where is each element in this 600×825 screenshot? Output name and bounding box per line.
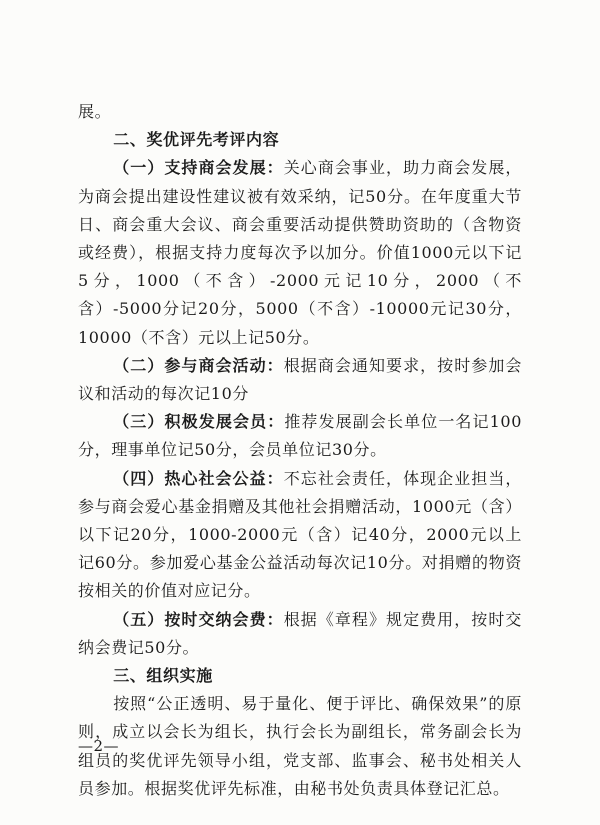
section-heading-3: 三、组织实施 <box>113 666 213 686</box>
item-body-4: 不忘社会责任，体现企业担当，参与商会爱心基金捐赠及其他社会捐赠活动，1000元（含）以下记20分，1000-2000元（含）记40分，2000元以上记60分。参加爱心基金公益活动每次记10分。对捐赠的物资按相关的价值对应记分。 <box>78 468 522 601</box>
item-paragraph-1 <box>78 154 522 351</box>
item-paragraph-3 <box>78 408 522 464</box>
item-body-5: 根据《章程》规定费用，按时交纳会费记50分。 <box>78 609 522 657</box>
page-number: —2— <box>78 737 120 755</box>
continuation-text: 展。 <box>78 102 112 121</box>
item-lead-1: （一）支持商会发展： <box>113 158 284 178</box>
item-body-1: 关心商会事业，助力商会发展，为商会提出建设性建议被有效采纳，记50分。在年度重大节日、商会重大会议、商会重要活动提供赞助资助的（含物资或经费），根据支持力度每次予以加分。价值1000元以下记5分，1000（不含）-2000元记10分，2000（不含）-5000分记20分，5000（不含）-10000元记30分，10000（不含）元以上记50分。 <box>78 158 522 347</box>
item-lead-3: （三）积极发展会员： <box>113 412 285 432</box>
item-body-3: 推荐发展副会长单位一名记100分，理事单位记50分，会员单位记30分。 <box>78 412 522 460</box>
item-paragraph-2 <box>78 352 522 408</box>
item-paragraph-5 <box>78 606 522 662</box>
section-heading-2: 二、奖优评先考评内容 <box>113 130 280 150</box>
section-3-paragraph: 按照“公正透明、易于量化、便于评比、确保效果”的原则，成立以会长为组长，执行会长为副组长，常务副会长为组员的奖优评先领导小组，党支部、监事会、秘书处相关人员参加。根据奖优评先标准，由秘书处负责具体登记汇总。 <box>78 694 522 798</box>
item-paragraph-4 <box>78 465 522 606</box>
item-body-2: 根据商会通知要求，按时参加会议和活动的每次记10分 <box>78 355 522 404</box>
item-lead-4: （四）热心社会公益： <box>113 468 284 488</box>
item-lead-2: （二）参与商会活动： <box>113 355 284 375</box>
item-lead-5: （五）按时交纳会费： <box>113 609 284 629</box>
